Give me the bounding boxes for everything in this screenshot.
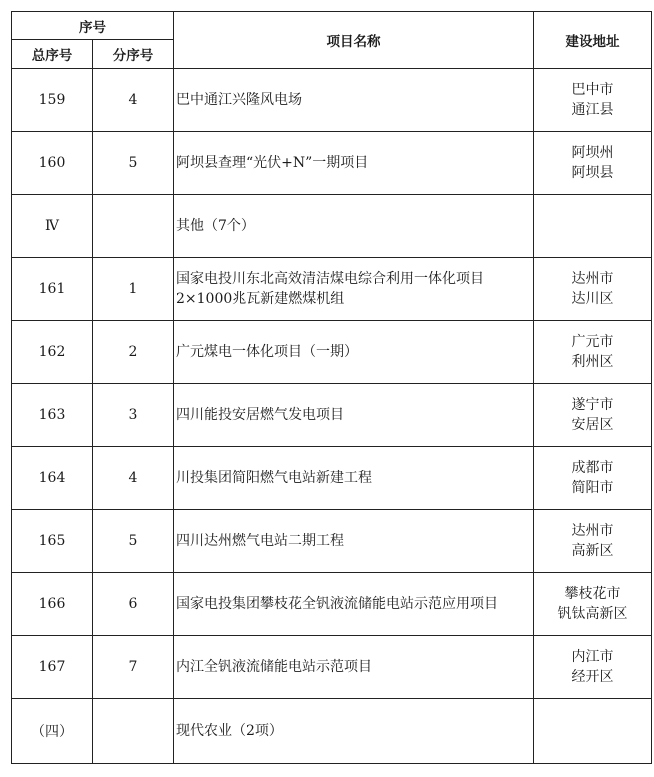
total-serial-cell: 161 — [12, 258, 93, 321]
location-city: 攀枝花市 — [564, 586, 621, 602]
table-row — [12, 510, 652, 573]
header-total-serial: 总序号 — [12, 40, 93, 69]
table-row — [12, 636, 652, 699]
location-cell — [534, 699, 652, 764]
total-serial-cell: 165 — [12, 510, 93, 573]
project-name-cell: 四川能投安居燃气发电项目 — [174, 384, 534, 447]
location-city: 巴中市 — [571, 82, 614, 98]
location-district: 达川区 — [571, 291, 614, 307]
sub-serial-cell: 3 — [93, 384, 174, 447]
total-serial-cell: 163 — [12, 384, 93, 447]
location-city: 阿坝州 — [571, 145, 614, 161]
table-row — [12, 195, 652, 258]
sub-serial-cell: 7 — [93, 636, 174, 699]
header-project-name: 项目名称 — [174, 12, 534, 69]
project-name-cell: 国家电投集团攀枝花全钒液流储能电站示范应用项目 — [174, 573, 534, 636]
location-district: 安居区 — [571, 417, 614, 433]
project-name-cell: 巴中通江兴隆风电场 — [174, 69, 534, 132]
location-cell — [534, 258, 652, 321]
sub-serial-cell: 4 — [93, 447, 174, 510]
location-district: 钒钛高新区 — [557, 606, 628, 622]
sub-serial-cell: 1 — [93, 258, 174, 321]
sub-serial-cell: 4 — [93, 69, 174, 132]
header-sub-serial: 分序号 — [93, 40, 174, 69]
total-serial-cell: （四） — [12, 699, 93, 764]
project-name-cell: 四川达州燃气电站二期工程 — [174, 510, 534, 573]
table-row — [12, 258, 652, 321]
project-name-cell: 阿坝县查理“光伏+N”一期项目 — [174, 132, 534, 195]
location-cell — [534, 195, 652, 258]
location-cell — [534, 447, 652, 510]
project-table — [11, 11, 652, 764]
header-serial-group: 序号 — [12, 12, 174, 40]
project-name-cell: 广元煤电一体化项目（一期） — [174, 321, 534, 384]
table-row — [12, 132, 652, 195]
table-row — [12, 321, 652, 384]
location-city: 广元市 — [571, 334, 614, 350]
location-district: 高新区 — [571, 543, 614, 559]
location-city: 成都市 — [571, 460, 614, 476]
total-serial-cell: 159 — [12, 69, 93, 132]
sub-serial-cell: 6 — [93, 573, 174, 636]
table-row — [12, 699, 652, 764]
total-serial-cell: 162 — [12, 321, 93, 384]
project-name-cell: 国家电投川东北高效清洁煤电综合利用一体化项目2×1000兆瓦新建燃煤机组 — [174, 258, 534, 321]
location-district: 阿坝县 — [571, 165, 614, 181]
location-cell — [534, 636, 652, 699]
table-row — [12, 69, 652, 132]
table-row — [12, 384, 652, 447]
location-cell — [534, 573, 652, 636]
total-serial-cell: 164 — [12, 447, 93, 510]
sub-serial-cell — [93, 195, 174, 258]
sub-serial-cell — [93, 699, 174, 764]
location-cell — [534, 321, 652, 384]
project-name-cell: 其他（7个） — [174, 195, 534, 258]
location-district: 简阳市 — [571, 480, 614, 496]
total-serial-cell: 166 — [12, 573, 93, 636]
location-cell — [534, 384, 652, 447]
location-district: 经开区 — [571, 669, 614, 685]
total-serial-cell: Ⅳ — [12, 195, 93, 258]
project-name-cell: 川投集团简阳燃气电站新建工程 — [174, 447, 534, 510]
sub-serial-cell: 2 — [93, 321, 174, 384]
location-cell — [534, 69, 652, 132]
table-row — [12, 573, 652, 636]
total-serial-cell: 160 — [12, 132, 93, 195]
location-city: 达州市 — [571, 523, 614, 539]
project-name-cell: 现代农业（2项） — [174, 699, 534, 764]
location-city: 遂宁市 — [571, 397, 614, 413]
total-serial-cell: 167 — [12, 636, 93, 699]
location-city: 内江市 — [571, 649, 614, 665]
location-cell — [534, 132, 652, 195]
location-district: 利州区 — [571, 354, 614, 370]
sub-serial-cell: 5 — [93, 132, 174, 195]
location-cell — [534, 510, 652, 573]
table-row — [12, 447, 652, 510]
location-district: 通江县 — [571, 102, 614, 118]
project-name-cell: 内江全钒液流储能电站示范项目 — [174, 636, 534, 699]
sub-serial-cell: 5 — [93, 510, 174, 573]
header-location: 建设地址 — [534, 12, 652, 69]
location-city: 达州市 — [571, 271, 614, 287]
